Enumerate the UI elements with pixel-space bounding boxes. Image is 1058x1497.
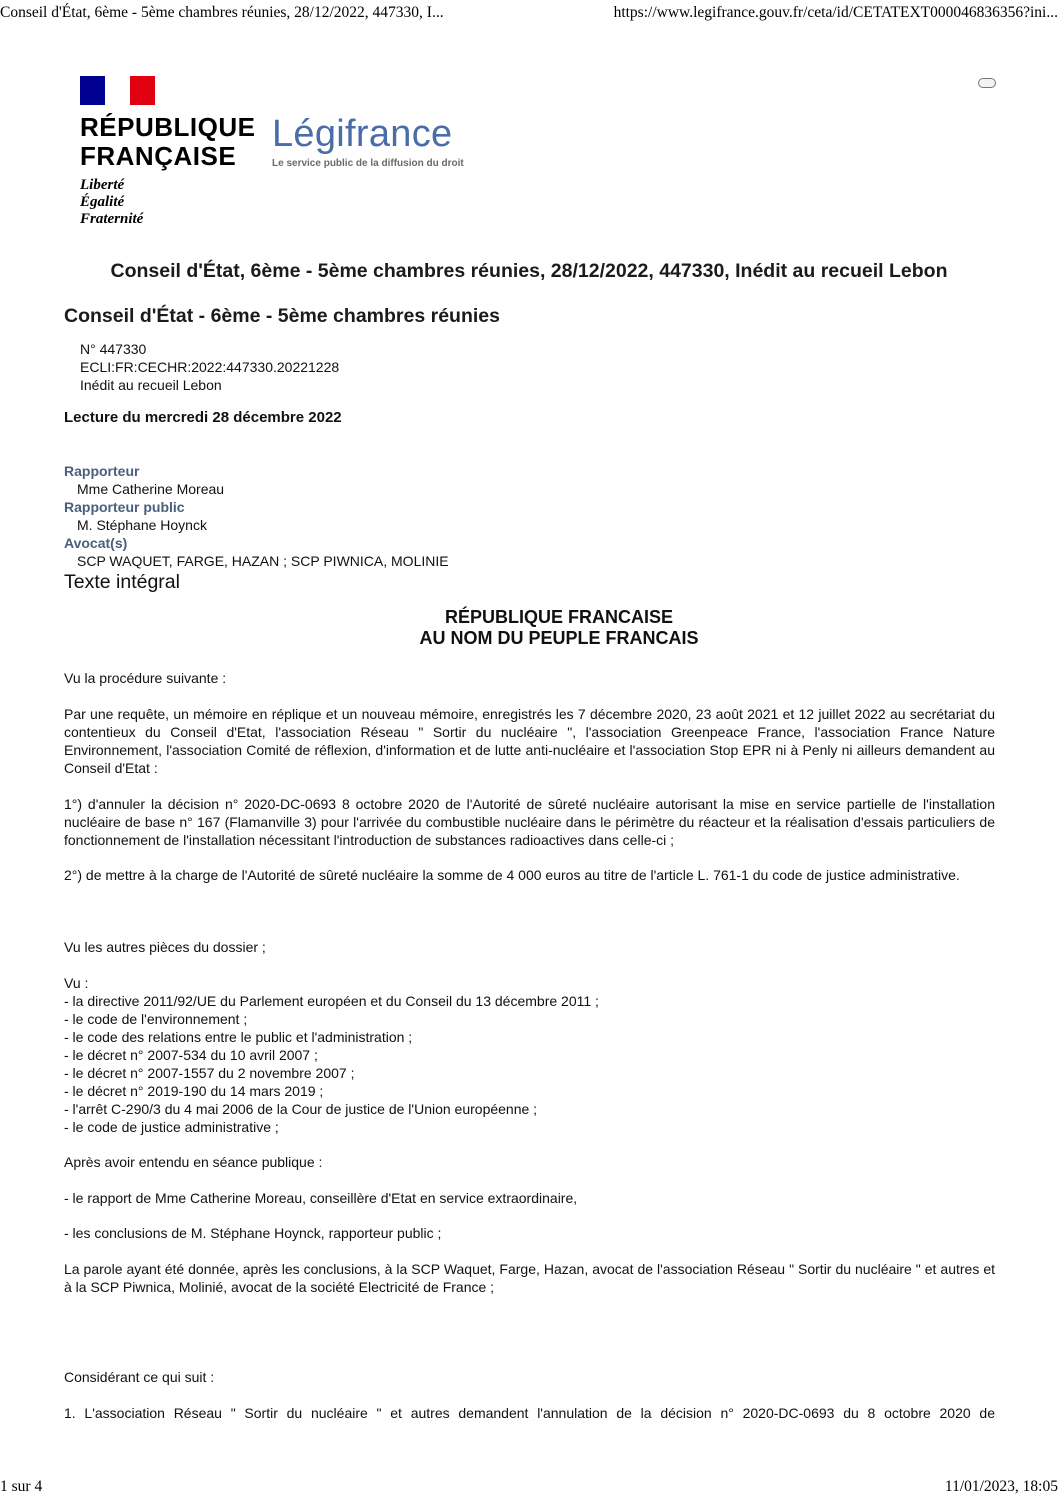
list-item: - le code de justice administrative ;: [64, 1119, 279, 1135]
body-parole: La parole ayant été donnée, après les conclusions, à la SCP Waquet, Farge, Hazan, avocat de l'association Réseau " Sortir du nucléaire " et autres et à la SCP Piwnica, Molinié, avocat de la société Electricité de France ;: [64, 1261, 995, 1295]
menu-toggle-button[interactable]: [978, 78, 996, 88]
body-paragraph-1: 1. L'association Réseau " Sortir du nucléaire " et autres demandent l'annulation de la décision n° 2020-DC-0693 du 8 octobre 2020 de: [64, 1405, 995, 1421]
legifrance-logo[interactable]: [272, 112, 464, 169]
publication-status: Inédit au recueil Lebon: [80, 377, 222, 393]
print-header-title: Conseil d'État, 6ème - 5ème chambres réunies, 28/12/2022, 447330, I...: [0, 4, 444, 21]
rapporteur-label: Rapporteur: [64, 463, 140, 479]
body-procedure: Vu la procédure suivante :: [64, 670, 227, 686]
list-item: - l'arrêt C-290/3 du 4 mai 2006 de la Cour de justice de l'Union européenne ;: [64, 1101, 538, 1117]
print-timestamp: 11/01/2023, 18:05: [944, 1478, 1058, 1495]
rapporteur-public-label: Rapporteur public: [64, 499, 185, 515]
rapporteur-public-value: M. Stéphane Hoynck: [77, 517, 207, 533]
texte-integral-heading: Texte intégral: [64, 571, 180, 593]
body-point-2: 2°) de mettre à la charge de l'Autorité de sûreté nucléaire la somme de 4 000 euros au titre de l'article L. 761-1 du code de justice administrative.: [64, 867, 960, 883]
decision-number: N° 447330: [80, 341, 147, 357]
republique-francaise-name: RÉPUBLIQUE FRANÇAISE: [80, 112, 256, 171]
avocats-label: Avocat(s): [64, 535, 128, 551]
list-item: - le décret n° 2007-1557 du 2 novembre 2007 ;: [64, 1065, 355, 1081]
republique-heading: RÉPUBLIQUE FRANCAISE AU NOM DU PEUPLE FRANCAIS: [419, 607, 699, 648]
body-point-1: 1°) d'annuler la décision n° 2020-DC-0693 8 octobre 2020 de l'Autorité de sûreté nucléaire autorisant la mise en service partielle de l'installation nucléaire de base n° 167 (Flamanville 3) pour l'arrivée du combustible nucléaire dans le périmètre du réacteur et la réalisation d'essais particuliers de fonctionnement de l'installation nécessitant l'introduction de substances radioactives dans celle-ci ;: [64, 796, 995, 848]
print-header: [0, 4, 1058, 22]
republic-motto: Liberté Égalité Fraternité: [80, 177, 144, 227]
lecture-date: Lecture du mercredi 28 décembre 2022: [64, 409, 342, 426]
list-item: - le décret n° 2019-190 du 14 mars 2019 ;: [64, 1083, 324, 1099]
list-item: - le code des relations entre le public et l'administration ;: [64, 1029, 413, 1045]
body-apres-seance: Après avoir entendu en séance publique :: [64, 1154, 323, 1170]
vu-list: Vu : - la directive 2011/92/UE du Parlement européen et du Conseil du 13 décembre 2011 ; - le code de l'environnement ; - le code des relations entre le public et l'administration ; - le décret n° 2007-534 du 10 avril 2007 ; - le décret n° 2007-1557 du 2 novembre 2007 ; - le décret n° 2019-190 du 14 mars 2019 ; - l'arrêt C-290/3 du 4 mai 2006 de la Cour de justice de l'Union européenne ; - le code de justice administrative ;: [64, 974, 995, 1136]
marianne-flag-icon: [80, 76, 155, 105]
list-item: - le code de l'environnement ;: [64, 1011, 248, 1027]
page-number: 1 sur 4: [0, 1478, 43, 1495]
chamber-heading: Conseil d'État - 6ème - 5ème chambres réunies: [64, 305, 500, 327]
rapporteur-value: Mme Catherine Moreau: [77, 481, 225, 497]
legifrance-tagline: Le service public de la diffusion du droit: [272, 158, 464, 169]
body-conclusions: - les conclusions de M. Stéphane Hoynck, rapporteur public ;: [64, 1225, 442, 1241]
parties-block: [64, 462, 449, 570]
print-footer: [0, 1478, 1058, 1496]
print-header-url: https://www.legifrance.gouv.fr/ceta/id/CETATEXT000046836356?ini...: [613, 4, 1058, 21]
list-item: - le décret n° 2007-534 du 10 avril 2007 ;: [64, 1047, 318, 1063]
body-requete: Par une requête, un mémoire en réplique et un nouveau mémoire, enregistrés les 7 décembre 2020, 23 août 2021 et 12 juillet 2022 au secrétariat du contentieux du Conseil d'Etat, l'association Réseau " Sortir du nucléaire ", l'association Greenpeace France, l'association France Nature Environnement, l'association Comité de réflexion, d'information et de lutte anti-nucléaire et l'association Stop EPR ni à Penly ni ailleurs demandent au Conseil d'Etat :: [64, 706, 995, 776]
body-considerant: Considérant ce qui suit :: [64, 1369, 215, 1385]
body-autres-pieces: Vu les autres pièces du dossier ;: [64, 939, 266, 955]
avocats-value: SCP WAQUET, FARGE, HAZAN ; SCP PIWNICA, MOLINIE: [77, 553, 449, 569]
list-item: - la directive 2011/92/UE du Parlement européen et du Conseil du 13 décembre 2011 ;: [64, 993, 599, 1009]
republique-francaise-logo[interactable]: [80, 76, 255, 228]
decision-metadata: [80, 340, 339, 394]
ecli-identifier: ECLI:FR:CECHR:2022:447330.20221228: [80, 359, 340, 375]
legifrance-wordmark: Légifrance: [272, 113, 453, 155]
page-title: Conseil d'État, 6ème - 5ème chambres réunies, 28/12/2022, 447330, Inédit au recueil Lebon: [110, 260, 948, 282]
body-rapport: - le rapport de Mme Catherine Moreau, conseillère d'Etat en service extraordinaire,: [64, 1190, 578, 1206]
